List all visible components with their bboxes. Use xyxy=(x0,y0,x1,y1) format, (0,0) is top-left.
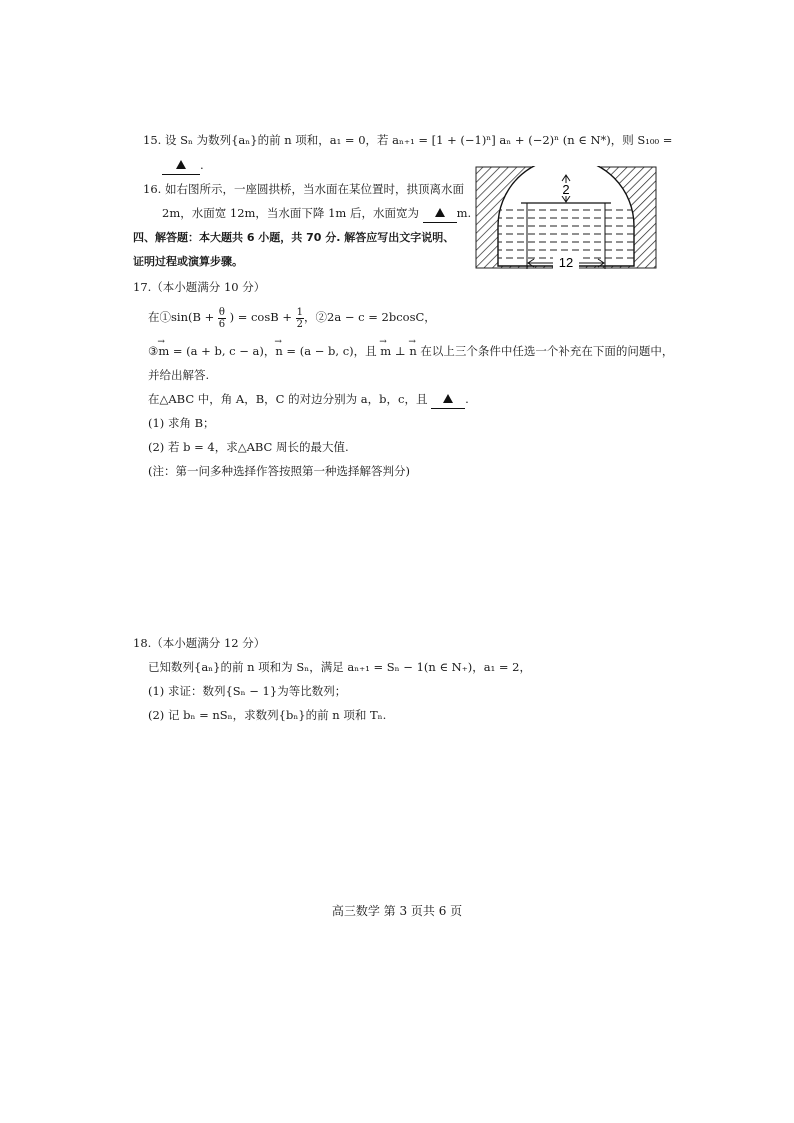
q15-line2 xyxy=(162,156,204,175)
vector-m: → m xyxy=(158,342,169,360)
q18-header: 18.（本小题满分 12 分） xyxy=(133,636,266,650)
q16-line1: 16. 如右图所示，一座圆拱桥，当水面在某位置时，拱顶离水面 xyxy=(143,182,464,196)
triangle-icon xyxy=(435,208,445,217)
cond1-mid: ) = cosB + xyxy=(229,310,293,324)
fraction-theta-6 xyxy=(218,307,226,330)
arch-bridge-figure xyxy=(475,166,657,269)
cond1-pre: 在①sin(B + xyxy=(148,310,215,324)
q17-part2: (2) 若 b = 4，求△ABC 周长的最大值. xyxy=(148,440,349,454)
q16-line2-end: m. xyxy=(456,206,472,220)
section4-line2: 证明过程或演算步骤。 xyxy=(133,255,243,268)
cond3-n-def: = (a − b, c)，且 xyxy=(282,344,381,358)
vector-m-2: → m xyxy=(380,342,391,360)
q16-answer-blank[interactable] xyxy=(423,204,457,223)
page-footer: 高三数学 第 3 页共 6 页 xyxy=(331,904,463,918)
frac1-denominator: 6 xyxy=(218,318,226,330)
triangle-icon xyxy=(443,394,453,403)
section4-line1: 四、解答题：本大题共 6 小题，共 70 分. 解答应写出文字说明、 xyxy=(133,231,455,244)
cond1-post: ，②2a − c = 2bcosC， xyxy=(304,310,436,324)
frac2-numerator: 1 xyxy=(296,306,304,318)
q17-part1: (1) 求角 B； xyxy=(148,416,215,430)
q17-note: (注：第一问多种选择作答按照第一种选择解答判分) xyxy=(148,464,410,478)
vector-n: → n xyxy=(275,342,282,360)
frac2-denominator: 2 xyxy=(296,318,304,330)
cond3-marker: ③ xyxy=(148,344,159,358)
q15-line1: 15. 设 Sₙ 为数列{aₙ}的前 n 项和，a₁ = 0，若 aₙ₊₁ = [1 + (−1)ⁿ] aₙ + (−2)ⁿ (n ∈ N*)，则 S₁₀₀ = xyxy=(143,133,673,147)
q17-header: 17.（本小题满分 10 分） xyxy=(133,280,266,294)
vector-n-2: → n xyxy=(409,342,416,360)
q17-line4-start: 在△ABC 中，角 A，B，C 的对边分别为 a，b，c，且 xyxy=(148,392,428,406)
perp-symbol: ⊥ xyxy=(391,344,410,358)
triangle-icon xyxy=(176,160,186,169)
q17-line3: 并给出解答. xyxy=(148,368,210,382)
q17-conditions-line2 xyxy=(148,342,673,360)
cond3-m-def: = (a + b, c − a)， xyxy=(169,344,276,358)
q16-line2-start: 2m，水面宽 12m，当水面下降 1m 后，水面宽为 xyxy=(162,206,419,220)
q17-line4 xyxy=(148,390,469,409)
fraction-one-half xyxy=(296,307,304,330)
q15-line2-end: . xyxy=(200,158,204,172)
cond3-instructions: 在以上三个条件中任选一个补充在下面的问题中， xyxy=(416,344,674,358)
q17-answer-blank[interactable] xyxy=(431,390,465,409)
q18-part1: (1) 求证：数列{Sₙ − 1}为等比数列； xyxy=(148,684,347,698)
q18-line1: 已知数列{aₙ}的前 n 项和为 Sₙ，满足 aₙ₊₁ = Sₙ − 1(n ∈ N₊)，a₁ = 2， xyxy=(148,660,531,674)
q17-conditions-line1 xyxy=(148,306,436,330)
q16-line2 xyxy=(162,204,471,223)
frac1-numerator: θ xyxy=(218,306,225,318)
width-label: 12 xyxy=(558,255,574,269)
q18-part2: (2) 记 bₙ = nSₙ，求数列{bₙ}的前 n 项和 Tₙ. xyxy=(148,708,387,722)
q17-line4-end: . xyxy=(465,392,469,406)
q15-answer-blank[interactable] xyxy=(162,156,200,175)
height-label: 2 xyxy=(562,182,570,197)
